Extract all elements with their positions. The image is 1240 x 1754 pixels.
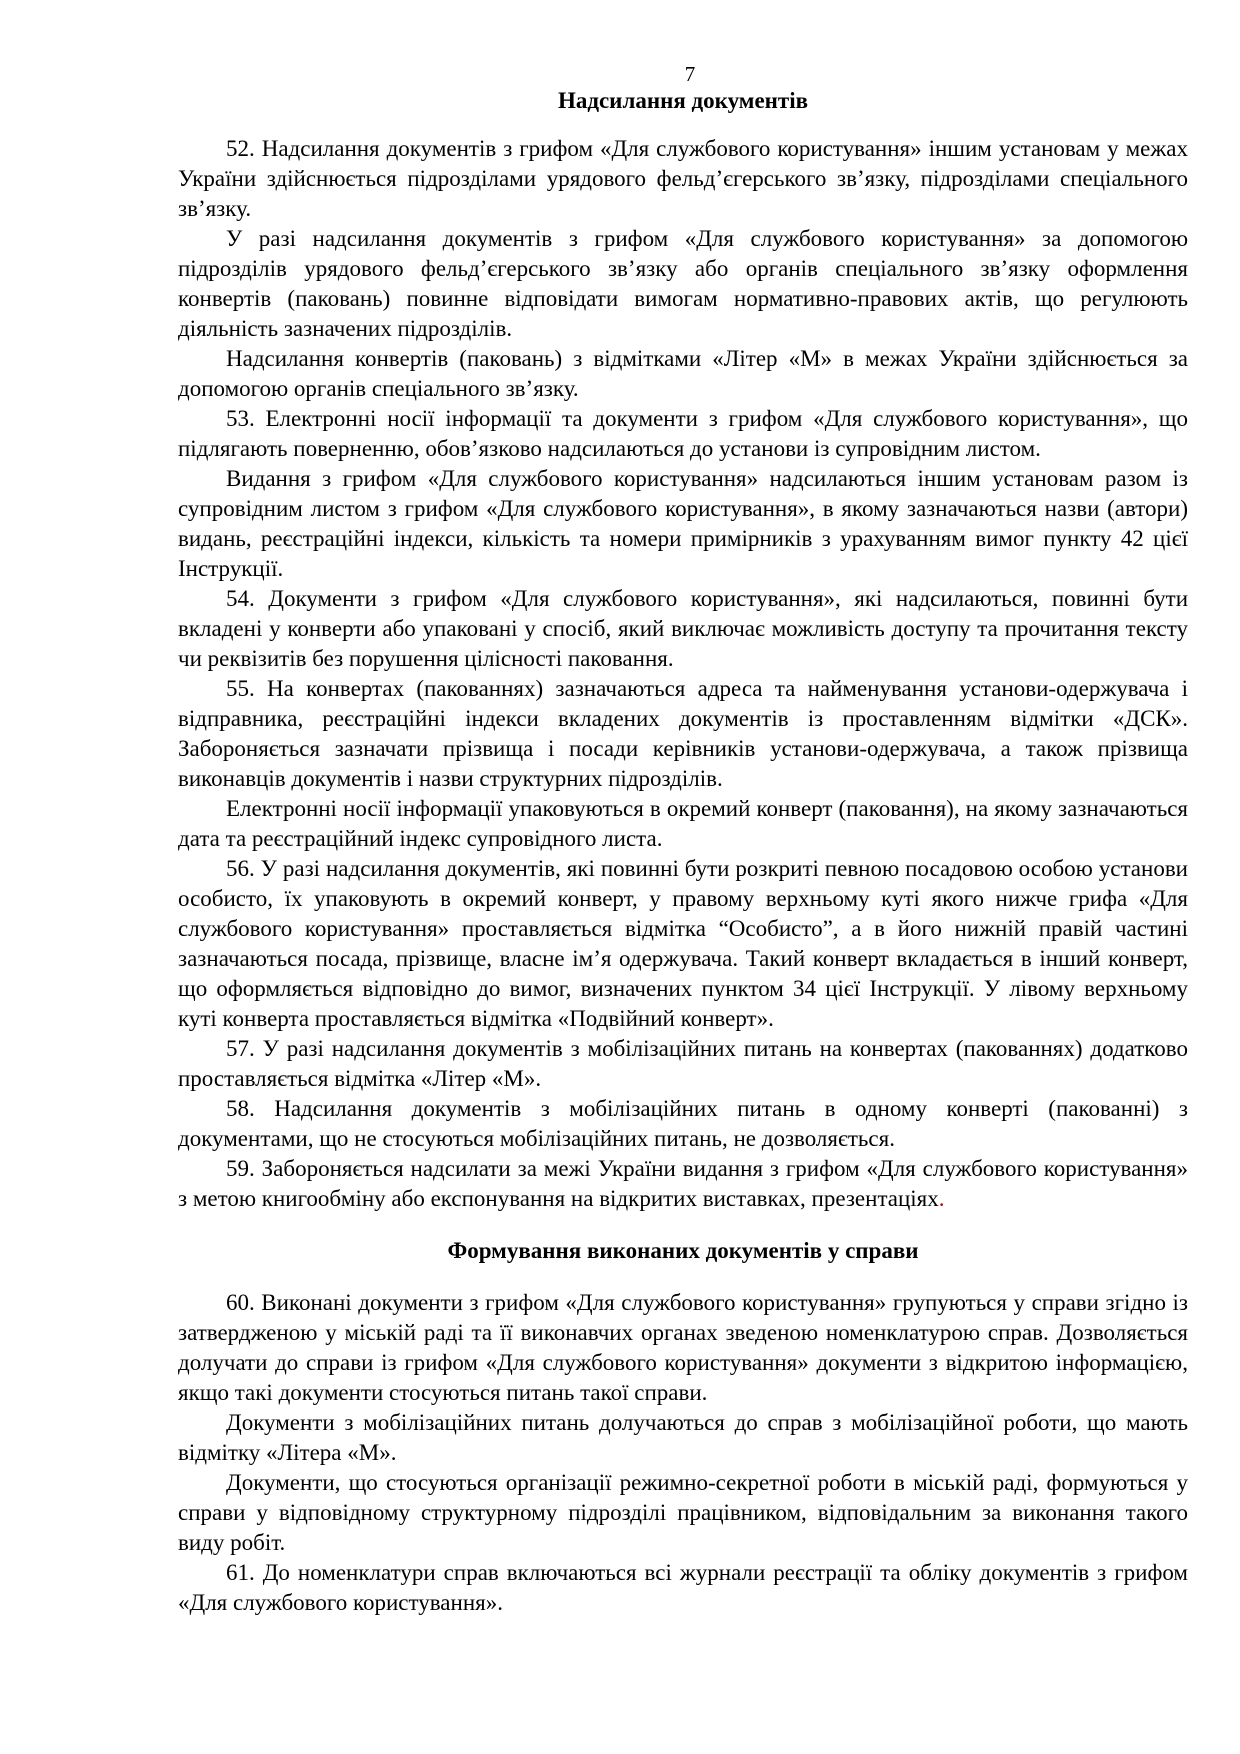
paragraph: 52. Надсилання документів з грифом «Для службового користування» іншим установам у межах України здійснюється підрозділами урядового фельд’єгерського зв’язку, підрозділами спеціального зв’язку. (178, 136, 1188, 221)
paragraph-59-text: 59. Забороняється надсилати за межі України видання з грифом «Для службового користування» з метою книгообміну або експонування на відкритих виставках, презентаціях (178, 1156, 1188, 1211)
paragraph: 56. У разі надсилання документів, які повинні бути розкриті певною посадовою особою установи особисто, їх упаковують в окремий конверт, у правому верхньому куті якого нижче грифа «Для службового користування» проставляється відмітка “Особисто”, а в його нижній правій частині зазначаються посада, прізвище, власне ім’я одержувача. Такий конверт вкладається в інший конверт, що оформляється відповідно до вимог, визначених пунктом 34 цієї Інструкції. У лівому верхньому куті конверта проставляється відмітка «Подвійний конверт». (178, 856, 1188, 1031)
section-title-filing: Формування виконаних документів у справи (447, 1238, 919, 1263)
paragraph: 60. Виконані документи з грифом «Для службового користування» групуються у справи згідно із затвердженою у міській раді та її виконавчих органах зведеною номенклатурою справ. Дозволяється долучати до справи із грифом «Для службового користування» документи з відкритою інформацією, якщо такі документи стосуються питань такої справи. (178, 1290, 1188, 1405)
paragraph: Надсилання конвертів (паковань) з відмітками «Літер «М» в межах України здійснюється за допомогою органів спеціального зв’язку. (178, 346, 1188, 401)
paragraph: 57. У разі надсилання документів з мобілізаційних питань на конвертах (пакованнях) додатково проставляється відмітка «Літер «М». (178, 1036, 1188, 1091)
document-body (178, 86, 1188, 1618)
paragraph: 54. Документи з грифом «Для службового користування», які надсилаються, повинні бути вкладені у конверти або упаковані у спосіб, який виключає можливість доступу та прочитання тексту чи реквізитів без порушення цілісності паковання. (178, 586, 1188, 671)
section-title-sending: Надсилання документів (557, 88, 809, 113)
paragraph: 55. На конвертах (пакованнях) зазначаються адреса та найменування установи-одержувача і відправника, реєстраційні індекси вкладених документів із проставленням відмітки «ДСК». Забороняється зазначати прізвища і посади керівників установи-одержувача, а також прізвища виконавців документів і назви структурних підрозділів. (178, 676, 1188, 791)
paragraph: У разі надсилання документів з грифом «Для службового користування» за допомогою підрозділів урядового фельд’єгерського зв’язку або органів спеціального зв’язку оформлення конвертів (паковань) повинне відповідати вимогам нормативно-правових актів, що регулюють діяльність зазначених підрозділів. (178, 226, 1188, 341)
trailing-red-mark: . (938, 1186, 945, 1211)
paragraph: 53. Електронні носії інформації та документи з грифом «Для службового користування», що підлягають поверненню, обов’язково надсилаються до установи із супровідним листом. (178, 406, 1188, 461)
paragraph: Документи, що стосуються організації режимно-секретної роботи в міській раді, формуються у справи у відповідному структурному підрозділі працівником, відповідальним за виконання такого виду робіт. (178, 1470, 1188, 1555)
paragraph: 61. До номенклатури справ включаються всі журнали реєстрації та обліку документів з грифом «Для службового користування». (178, 1560, 1188, 1615)
paragraph: 58. Надсилання документів з мобілізаційних питань в одному конверті (пакованні) з документами, що не стосуються мобілізаційних питань, не дозволяється. (178, 1096, 1188, 1151)
paragraph: Видання з грифом «Для службового користування» надсилаються іншим установам разом із супровідним листом з грифом «Для службового користування», в якому зазначаються назви (автори) видань, реєстраційні індекси, кількість та номери примірників з урахуванням вимог пункту 42 цієї Інструкції. (178, 466, 1188, 581)
paragraph: Електронні носії інформації упаковуються в окремий конверт (паковання), на якому зазначаються дата та реєстраційний індекс супровідного листа. (178, 796, 1188, 851)
paragraph: Документи з мобілізаційних питань долучаються до справ з мобілізаційної роботи, що мають відмітку «Літера «М». (178, 1410, 1188, 1465)
paragraph-59 (178, 1154, 1188, 1214)
page-number: 7 (684, 62, 696, 86)
